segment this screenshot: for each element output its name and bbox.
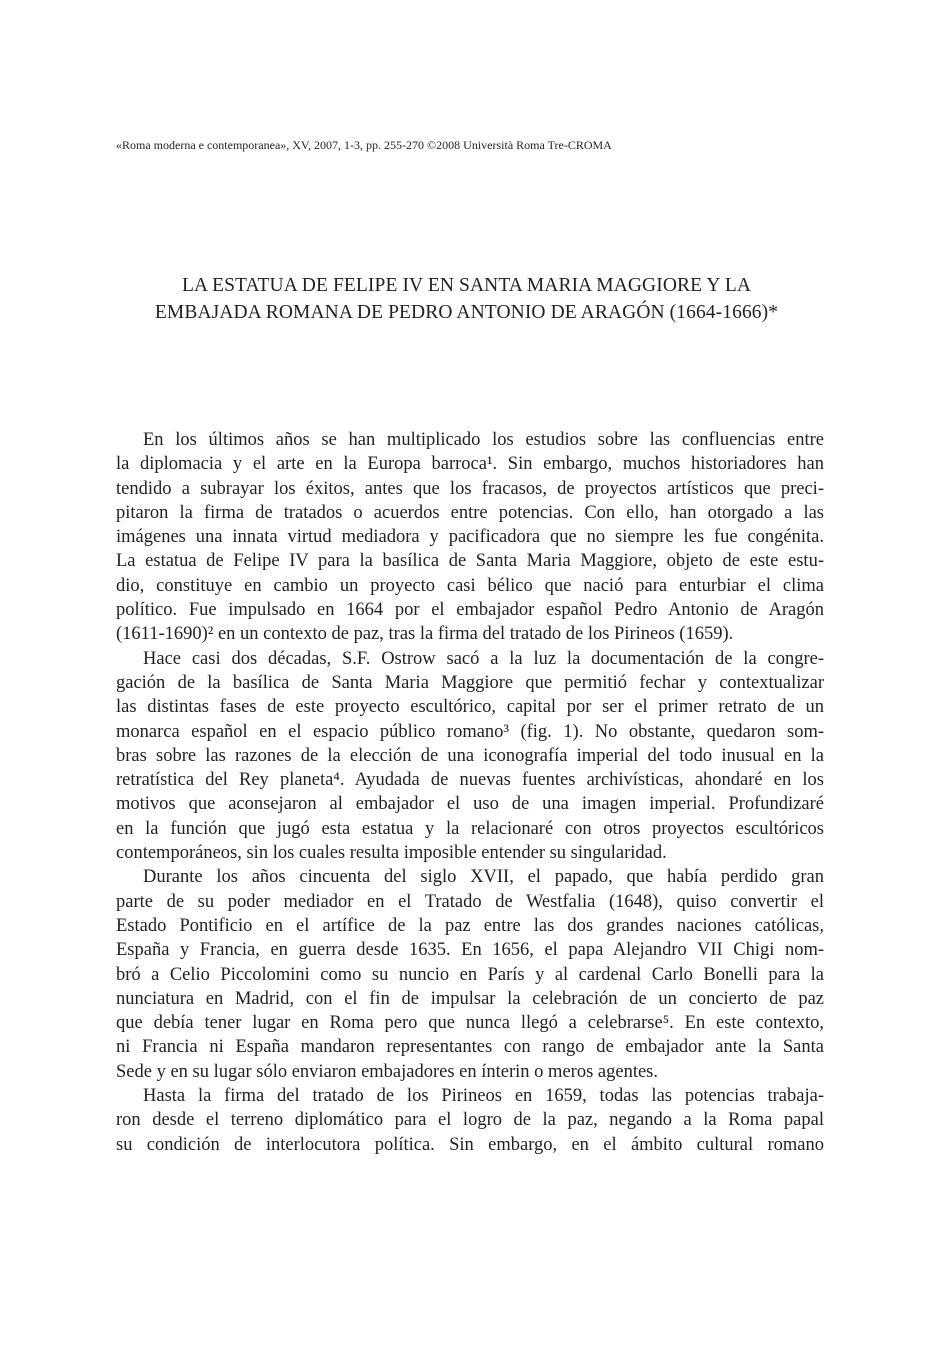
text-line: En los últimos años se han multiplicado los estudios sobre las confluencias entre bbox=[143, 430, 824, 450]
title-line-1: LA ESTATUA DE FELIPE IV EN SANTA MARIA MAGGIORE Y LA bbox=[181, 275, 752, 296]
text-line: Sede y en su lugar sólo enviaron embajadores en ínterin o meros agentes. bbox=[116, 1061, 658, 1082]
text-line: bras sobre las razones de la elección de una iconografía imperial del todo inusual en la bbox=[116, 745, 824, 766]
text-line: nunciatura en Madrid, con el fin de impulsar la celebración de un concierto de paz bbox=[116, 988, 824, 1009]
text-line: ron desde el terreno diplomático para el logro de la paz, negando a la Roma papal bbox=[116, 1110, 824, 1131]
text-line: gación de la basílica de Santa Maria Maggiore que permitió fechar y contextualizar bbox=[116, 672, 824, 693]
text-line: España y Francia, en guerra desde 1635. En 1656, el papa Alejandro VII Chigi nom- bbox=[116, 940, 824, 961]
text-line: Durante los años cincuenta del siglo XVII, el papado, que había perdido gran bbox=[143, 867, 824, 888]
text-line: Hace casi dos décadas, S.F. Ostrow sacó a la luz la documentación de la congre- bbox=[143, 648, 824, 669]
text-line: bró a Celio Piccolomini como su nuncio en París y al cardenal Carlo Bonelli para la bbox=[116, 964, 824, 985]
text-line: contemporáneos, sin los cuales resulta imposible entender su singularidad. bbox=[116, 843, 667, 864]
running-head: «Roma moderna e contemporanea», XV, 2007, 1-3, pp. 255-270 ©2008 Università Roma Tre-CROMA bbox=[116, 138, 612, 152]
text-line: político. Fue impulsado en 1664 por el embajador español Pedro Antonio de Aragón bbox=[116, 600, 824, 621]
text-line: las distintas fases de este proyecto escultórico, capital por ser el primer retrato de un bbox=[116, 697, 824, 718]
paragraph-3 bbox=[116, 865, 824, 1084]
paragraph-1 bbox=[116, 428, 824, 647]
text-line: en la función que jugó esta estatua y la relacionaré con otros proyectos escultóricos bbox=[116, 818, 824, 839]
text-line: Hasta la firma del tratado de los Pirineos en 1659, todas las potencias trabaja- bbox=[143, 1086, 824, 1107]
text-line: Estado Pontificio en el artífice de la paz entre las dos grandes naciones católicas, bbox=[116, 915, 824, 936]
text-line: dio, constituye en cambio un proyecto casi bélico que nació para enturbiar el clima bbox=[116, 575, 824, 596]
paragraph-4 bbox=[116, 1084, 824, 1157]
text-line: monarca español en el espacio público romano³ (fig. 1). No obstante, quedaron som- bbox=[116, 721, 824, 742]
text-line: parte de su poder mediador en el Tratado de Westfalia (1648), quiso convertir el bbox=[116, 891, 824, 912]
text-line: pitaron la firma de tratados o acuerdos entre potencias. Con ello, han otorgado a las bbox=[116, 502, 824, 523]
text-line: motivos que aconsejaron al embajador el uso de una imagen imperial. Profundizaré bbox=[116, 794, 824, 815]
text-line: su condición de interlocutora política. Sin embargo, en el ámbito cultural romano bbox=[116, 1134, 824, 1155]
title-line-2: EMBAJADA ROMANA DE PEDRO ANTONIO DE ARAGÓN (1664-1666)* bbox=[154, 302, 779, 323]
article-title bbox=[100, 272, 833, 326]
paragraph-2 bbox=[116, 647, 824, 866]
text-line: la diplomacia y el arte en la Europa barroca¹. Sin embargo, muchos historiadores han bbox=[116, 454, 824, 475]
text-line: que debía tener lugar en Roma pero que nunca llegó a celebrarse⁵. En este contexto, bbox=[116, 1013, 824, 1034]
text-line: tendido a subrayar los éxitos, antes que los fracasos, de proyectos artísticos que preci- bbox=[116, 478, 824, 499]
article-body bbox=[116, 428, 824, 1157]
text-line: retratística del Rey planeta⁴. Ayudada de nuevas fuentes archivísticas, ahondaré en los bbox=[116, 770, 824, 791]
text-line: (1611-1690)² en un contexto de paz, tras la firma del tratado de los Pirineos (1659). bbox=[116, 624, 734, 645]
text-line: ni Francia ni España mandaron representantes con rango de embajador ante la Santa bbox=[116, 1037, 824, 1058]
text-line: La estatua de Felipe IV para la basílica de Santa Maria Maggiore, objeto de este estu- bbox=[116, 551, 824, 572]
text-line: imágenes una innata virtud mediadora y pacificadora que no siempre les fue congénita. bbox=[116, 527, 824, 548]
